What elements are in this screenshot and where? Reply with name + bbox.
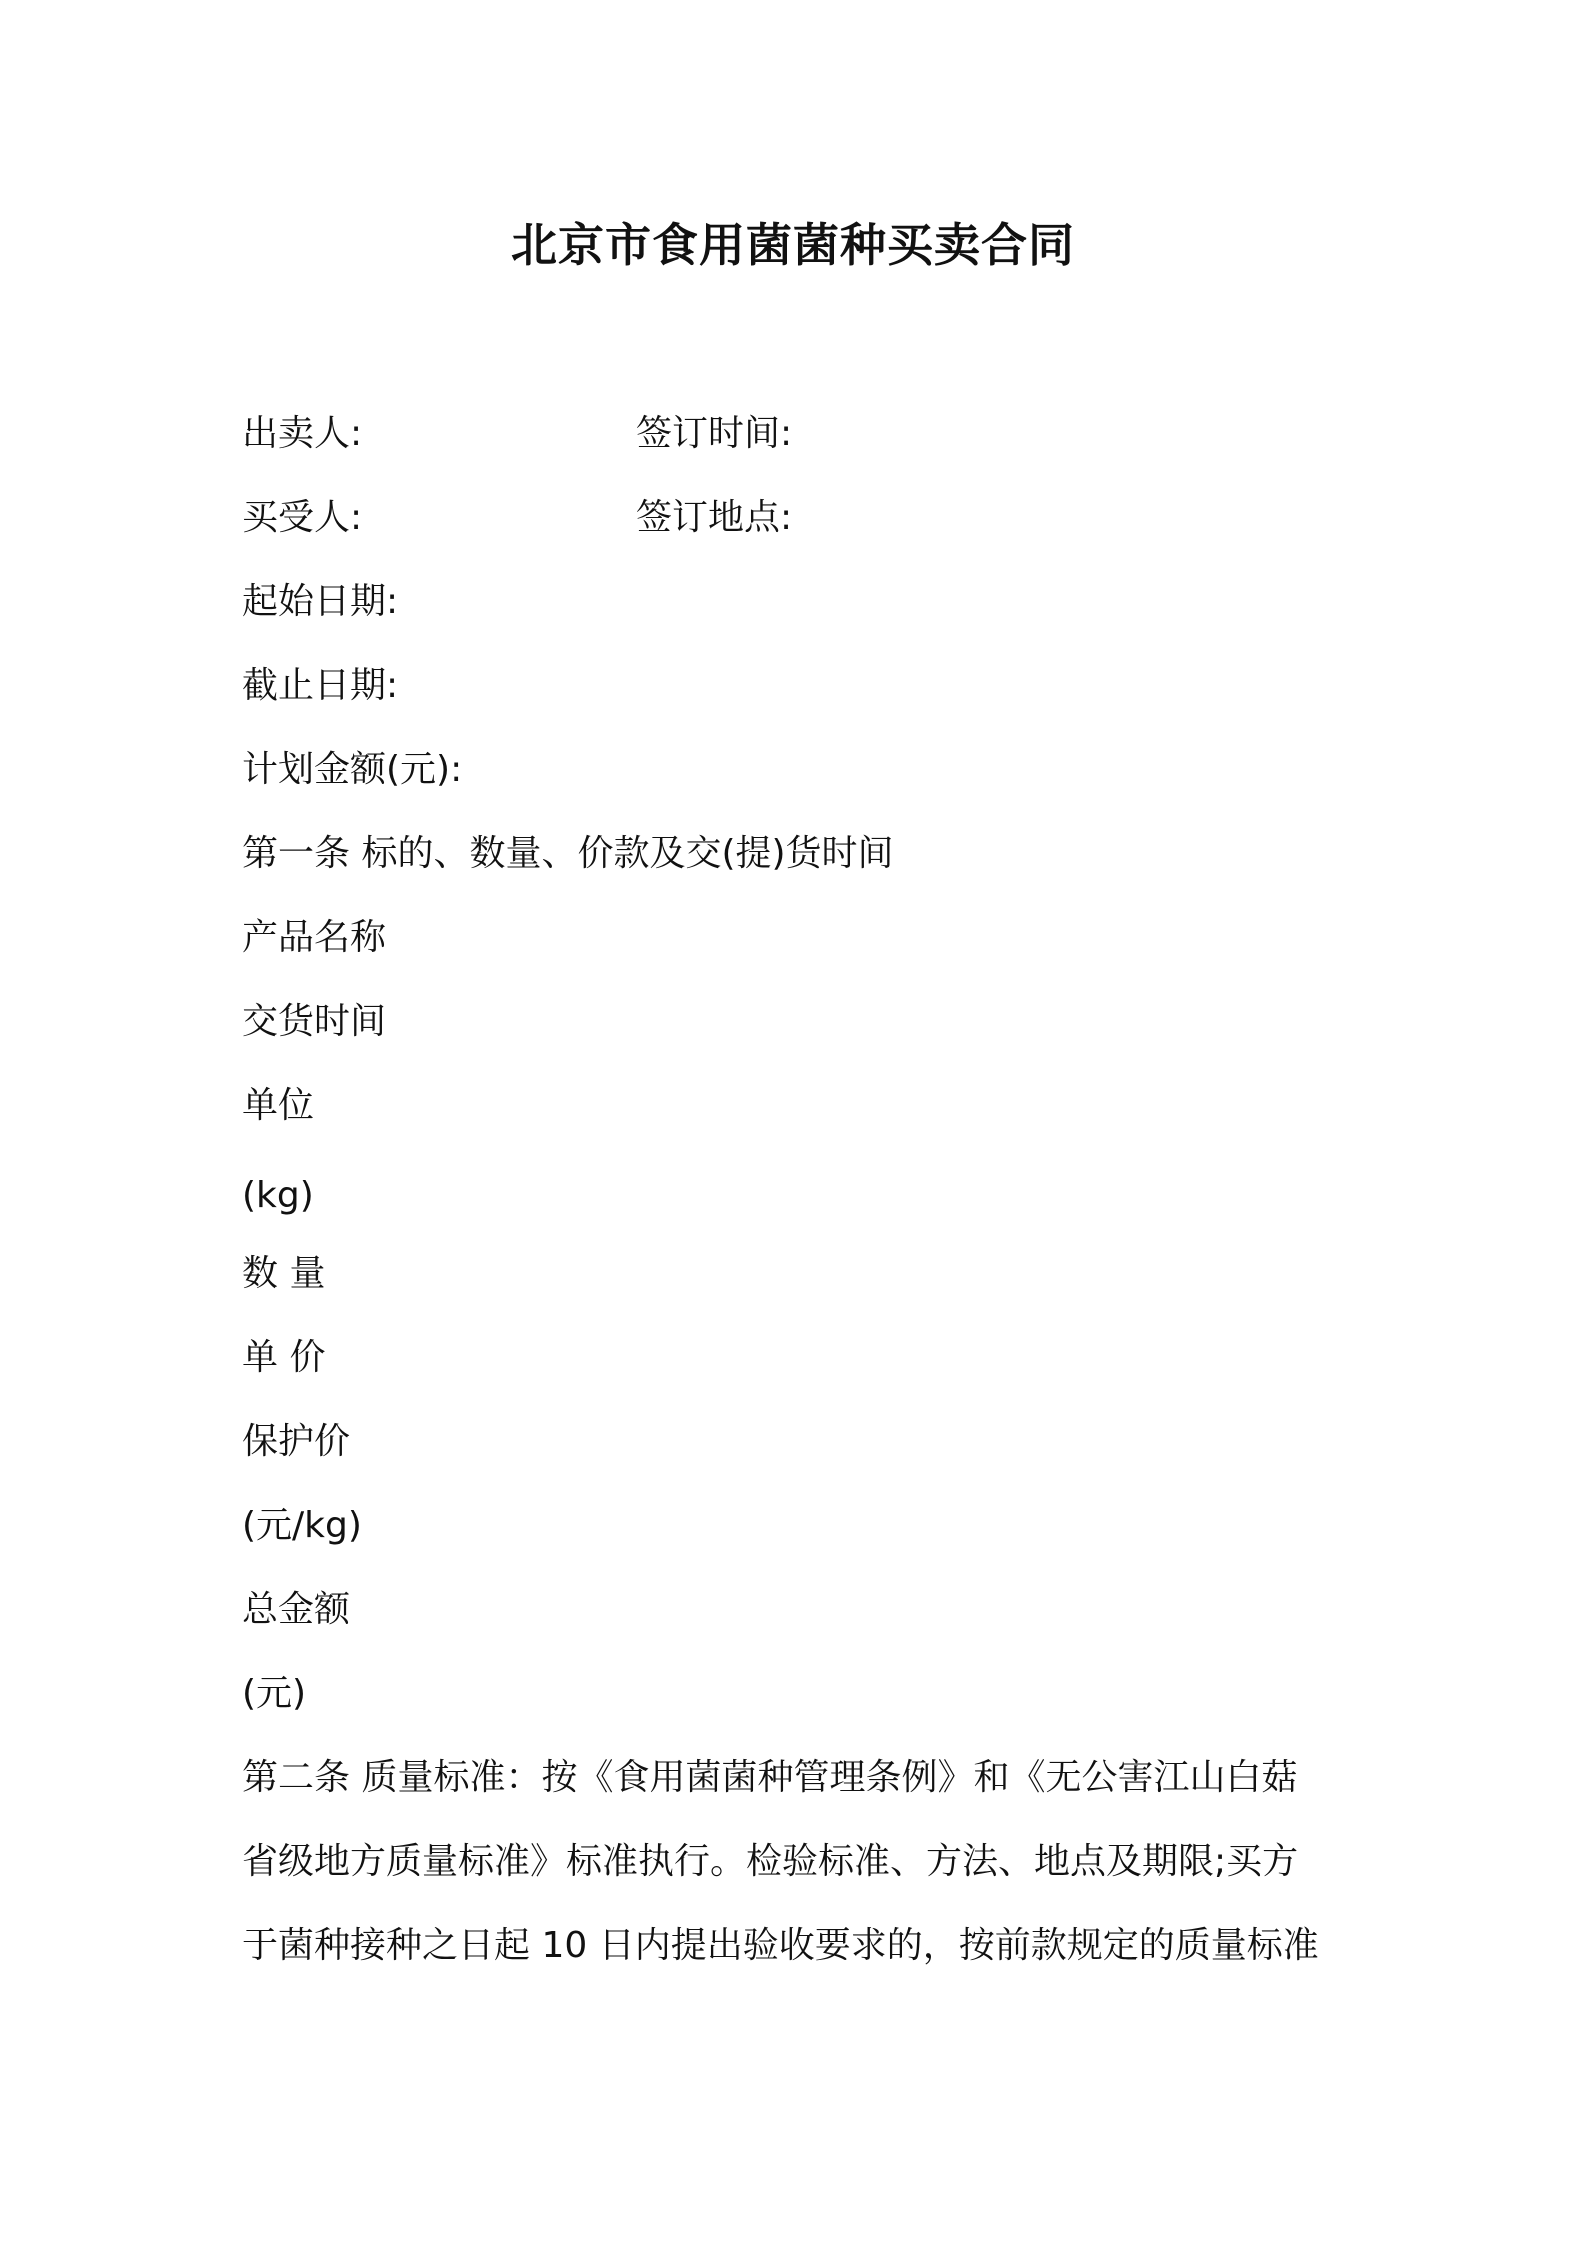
article2-line-3: 于菌种接种之日起 10 日内提出验收要求的，按前款规定的质量标准 bbox=[242, 1925, 1319, 1966]
field-unit-kg: (kg) bbox=[242, 1175, 314, 1216]
field-unit: 单位 bbox=[242, 1085, 315, 1126]
end-date-label: 截止日期: bbox=[242, 665, 399, 706]
field-protected-price: 保护价 bbox=[242, 1421, 351, 1462]
start-date-label: 起始日期: bbox=[242, 581, 399, 622]
article1-heading: 第一条 标的、数量、价款及交(提)货时间 bbox=[242, 833, 894, 874]
field-unit-price: 单 价 bbox=[242, 1337, 326, 1378]
field-price-unit: (元/kg) bbox=[242, 1505, 362, 1546]
field-delivery-time: 交货时间 bbox=[242, 1001, 387, 1042]
field-total-unit: (元) bbox=[242, 1673, 307, 1714]
seller-label: 出卖人: bbox=[242, 413, 363, 454]
planned-amount-label: 计划金额(元): bbox=[242, 749, 463, 790]
sign-place-label: 签订地点: bbox=[636, 497, 793, 538]
article2-line-2: 省级地方质量标准》标准执行。检验标准、方法、地点及期限;买方 bbox=[242, 1841, 1299, 1882]
field-product-name: 产品名称 bbox=[242, 917, 387, 958]
buyer-label: 买受人: bbox=[242, 497, 363, 538]
article2-line-1: 第二条 质量标准：按《食用菌菌种管理条例》和《无公害江山白菇 bbox=[242, 1757, 1298, 1798]
field-quantity: 数 量 bbox=[242, 1253, 326, 1294]
document-title: 北京市食用菌菌种买卖合同 bbox=[511, 218, 1075, 272]
sign-time-label: 签订时间: bbox=[636, 413, 793, 454]
field-total-amount: 总金额 bbox=[242, 1589, 351, 1630]
